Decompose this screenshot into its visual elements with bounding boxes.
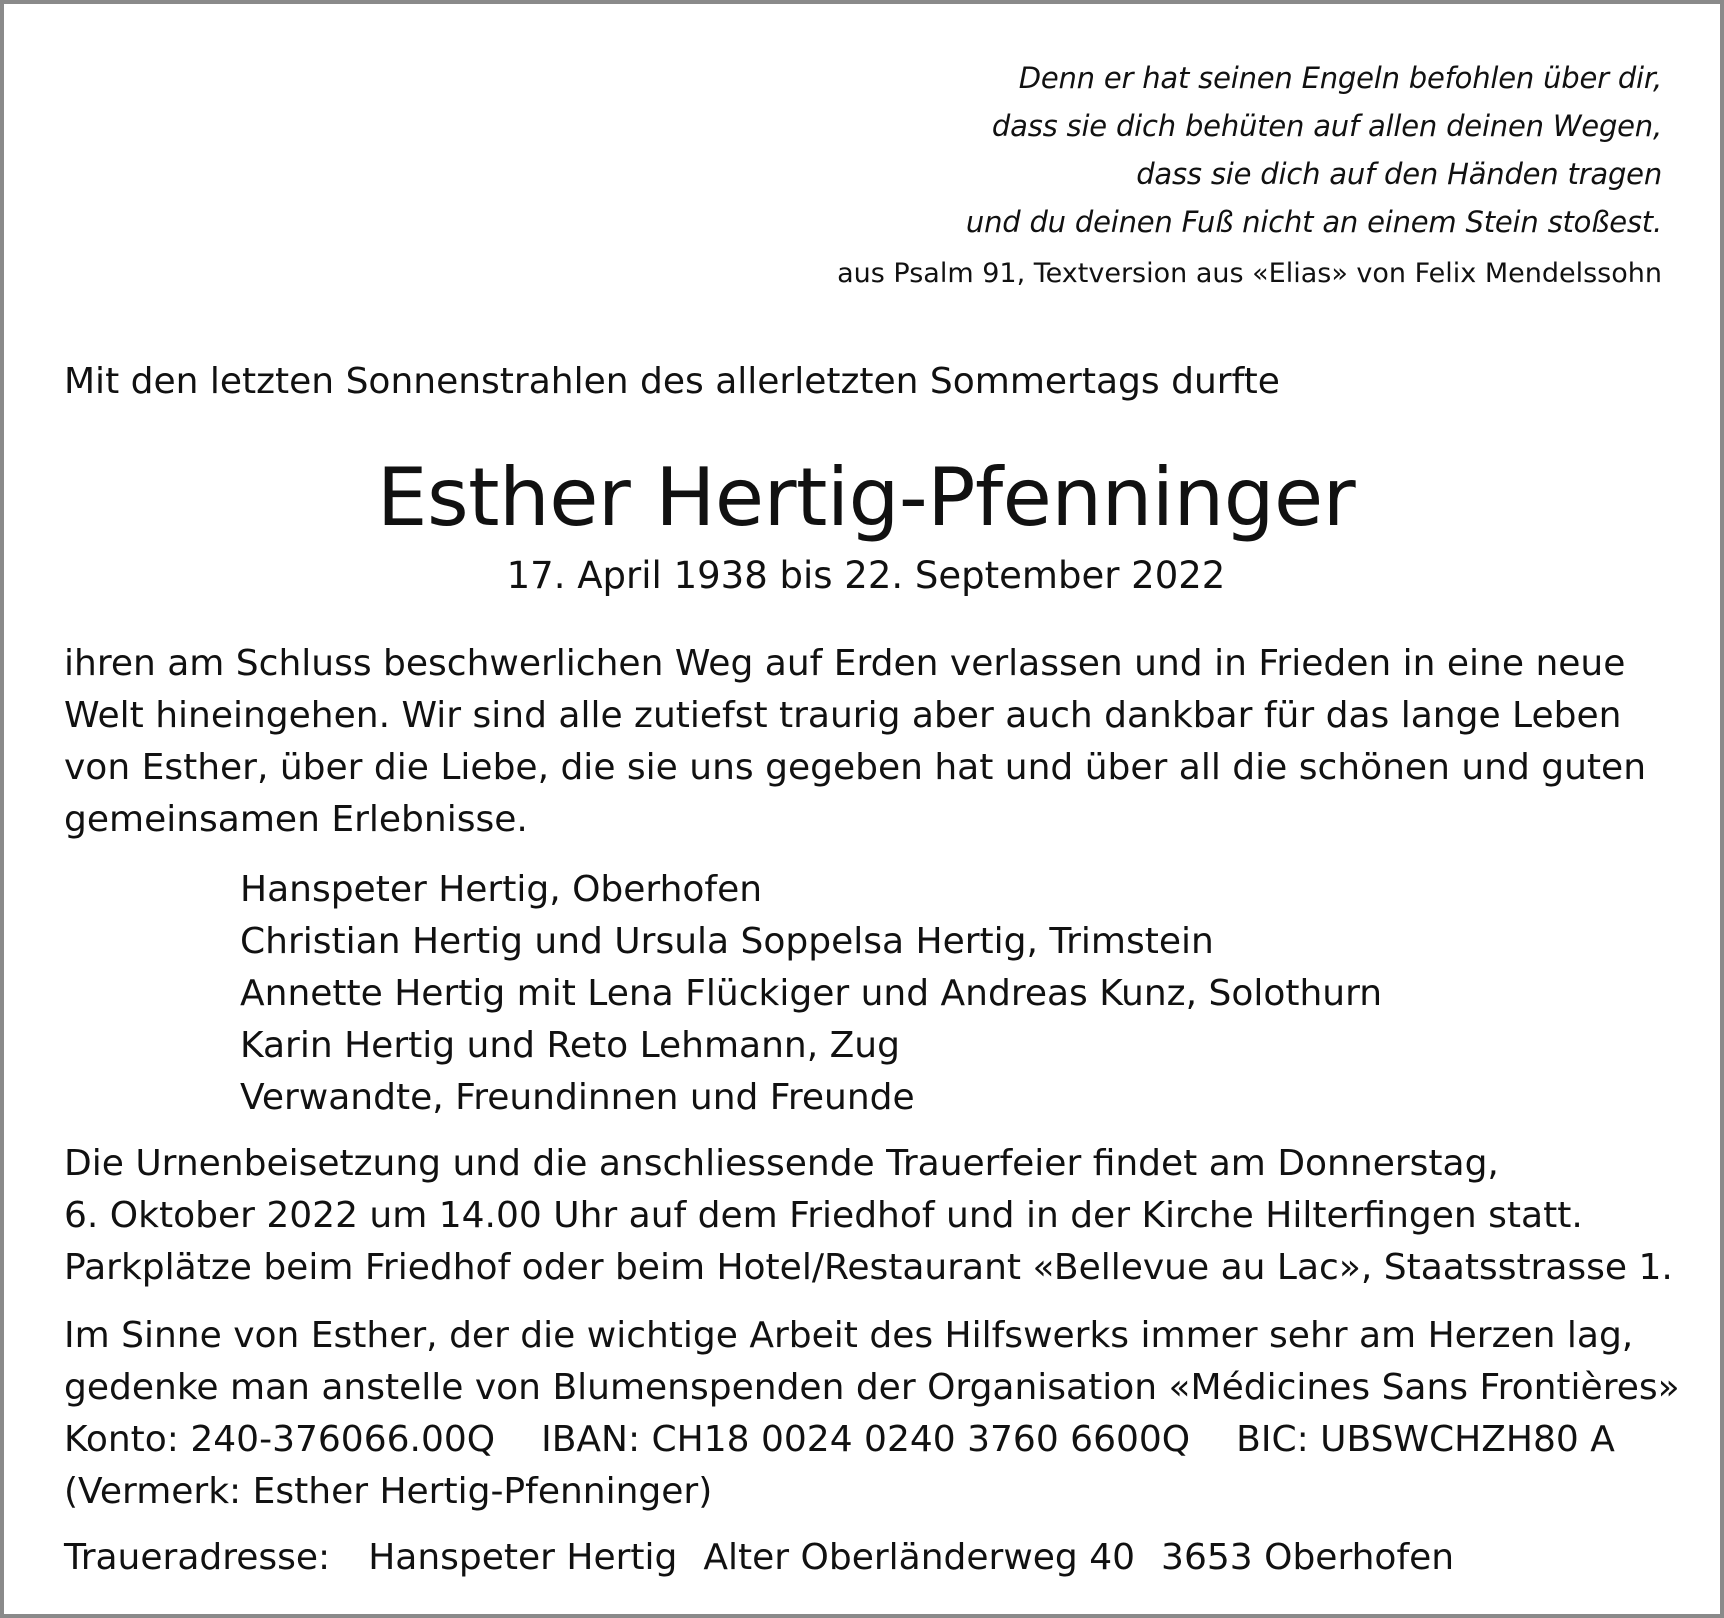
deceased-name: Esther Hertig-Pfenninger [376, 451, 1356, 544]
intro-text: Mit den letzten Sonnenstrahlen des allerletzten Sommertags durfte [64, 361, 1280, 402]
family-member: Christian Hertig und Ursula Soppelsa Hertig, Trimstein [240, 921, 1214, 962]
address-city: 3653 Oberhofen [1161, 1537, 1455, 1578]
bank-details [64, 1414, 1680, 1466]
family-member: Hanspeter Hertig, Oberhofen [240, 869, 763, 910]
mourning-address [64, 1532, 1454, 1584]
address-label: Traueradresse: [64, 1537, 331, 1578]
address-street: Alter Oberländerweg 40 [703, 1537, 1136, 1578]
body-line: gemeinsamen Erlebnisse. [64, 799, 528, 840]
body-paragraph [64, 638, 1646, 846]
donation-info [64, 1310, 1680, 1518]
donation-line: Im Sinne von Esther, der die wichtige Arbeit des Hilfswerks immer sehr am Herzen lag, [64, 1315, 1634, 1356]
body-line: ihren am Schluss beschwerlichen Weg auf Erden verlassen und in Frieden in eine neue [64, 643, 1626, 684]
funeral-line: 6. Oktober 2022 um 14.00 Uhr auf dem Friedhof und in der Kirche Hilterfingen statt. [64, 1195, 1583, 1236]
quote-line: und du deinen Fuß nicht an einem Stein stoßest. [965, 205, 1662, 239]
donation-note: (Vermerk: Esther Hertig-Pfenninger) [64, 1471, 713, 1512]
psalm-quote [966, 54, 1662, 246]
quote-line: dass sie dich behüten auf allen deinen Wegen, [991, 109, 1662, 143]
account-number: Konto: 240-376066.00Q [64, 1419, 496, 1460]
quote-line: Denn er hat seinen Engeln befohlen über dir, [1018, 61, 1662, 95]
family-member: Verwandte, Freundinnen und Freunde [240, 1077, 915, 1118]
family-member: Karin Hertig und Reto Lehmann, Zug [240, 1025, 900, 1066]
funeral-info [64, 1138, 1673, 1294]
funeral-line: Parkplätze beim Friedhof oder beim Hotel/Restaurant «Bellevue au Lac», Staatsstrasse 1. [64, 1247, 1673, 1288]
quote-line: dass sie dich auf den Händen tragen [1136, 157, 1662, 191]
funeral-line: Die Urnenbeisetzung und die anschliessende Trauerfeier findet am Donnerstag, [64, 1143, 1499, 1184]
quote-source: aus Psalm 91, Textversion aus «Elias» von Felix Mendelssohn [837, 258, 1662, 289]
body-line: von Esther, über die Liebe, die sie uns gegeben hat und über all die schönen und guten [64, 747, 1647, 788]
iban: IBAN: CH18 0024 0240 3760 6600Q [541, 1419, 1191, 1460]
donation-line: gedenke man anstelle von Blumenspenden der Organisation «Médicines Sans Frontières» [64, 1367, 1680, 1408]
family-list [240, 864, 1382, 1124]
life-dates: 17. April 1938 bis 22. September 2022 [506, 554, 1226, 597]
family-member: Annette Hertig mit Lena Flückiger und Andreas Kunz, Solothurn [240, 973, 1383, 1014]
bic: BIC: UBSWCHZH80 A [1236, 1419, 1615, 1460]
address-name: Hanspeter Hertig [368, 1537, 678, 1578]
body-line: Welt hineingehen. Wir sind alle zutiefst traurig aber auch dankbar für das lange Leben [64, 695, 1622, 736]
